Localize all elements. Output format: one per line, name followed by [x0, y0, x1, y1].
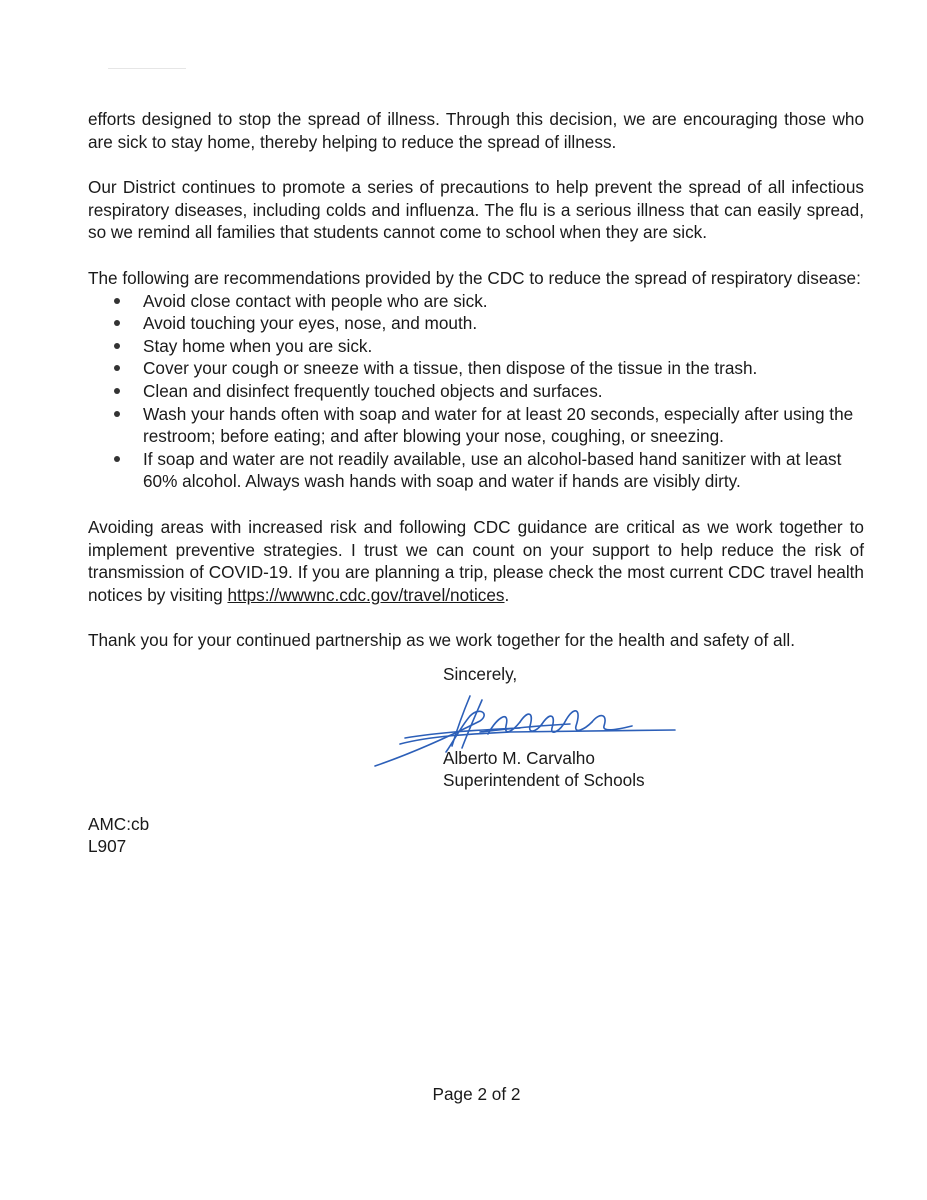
bullet-icon: [114, 388, 120, 394]
bullet-icon: [114, 411, 120, 417]
bullet-icon: [114, 298, 120, 304]
list-item: Clean and disinfect frequently touched objects and surfaces.: [88, 380, 864, 403]
page-number: Page 2 of 2: [432, 1084, 521, 1104]
closing: Sincerely,: [443, 664, 518, 684]
signer-name: Alberto M. Carvalho: [443, 748, 595, 768]
letter-body: [88, 108, 864, 675]
paragraph-stay-home: efforts designed to stop the spread of illness. Through this decision, we are encouraging those who are sick to stay home, thereby helping to reduce the spread of illness.: [88, 109, 864, 152]
list-item: Stay home when you are sick.: [88, 335, 864, 358]
paragraph-precautions: Our District continues to promote a series of precautions to help prevent the spread of all infectious respiratory diseases, including colds and influenza. The flu is a serious illness that can easily spread, so we remind all families that students cannot come to school when they are sick.: [88, 177, 864, 243]
list-item: Wash your hands often with soap and water for at least 20 seconds, especially after using the restroom; before eating; and after blowing your nose, coughing, or sneezing.: [88, 403, 864, 448]
reference-code: L907: [88, 836, 127, 856]
scan-mark: [108, 68, 186, 69]
bullet-icon: [114, 365, 120, 371]
list-item: If soap and water are not readily available, use an alcohol-based hand sanitizer with at least 60% alcohol. Always wash hands with soap and water if hands are visibly dirty.: [88, 448, 864, 493]
recommendations-intro: The following are recommendations provided by the CDC to reduce the spread of respiratory disease:: [88, 267, 861, 288]
list-item: Cover your cough or sneeze with a tissue, then dispose of the tissue in the trash.: [88, 357, 864, 380]
page-footer: [0, 1084, 927, 1105]
typist-initials: AMC:cb: [88, 814, 150, 834]
cdc-travel-link[interactable]: https://wwwnc.cdc.gov/travel/notices: [227, 584, 505, 605]
bullet-icon: [114, 343, 120, 349]
recommendations-list: [88, 290, 864, 493]
list-item: Avoid touching your eyes, nose, and mouth.: [88, 312, 864, 335]
list-item: Avoid close contact with people who are sick.: [88, 290, 864, 313]
bullet-icon: [114, 320, 120, 326]
paragraph-risk: Avoiding areas with increased risk and following CDC guidance are critical as we work together to implement preventive strategies. I trust we can count on your support to help reduce the risk of transmission of COVID-19. If you are planning a trip, please check the most current CDC travel health notices by visiting https://wwwnc.cdc.gov/travel/notices.: [88, 516, 864, 605]
paragraph-thanks: Thank you for your continued partnership as we work together for the health and safety of all.: [88, 630, 796, 651]
signer-title: Superintendent of Schools: [443, 770, 645, 790]
bullet-icon: [114, 456, 120, 462]
